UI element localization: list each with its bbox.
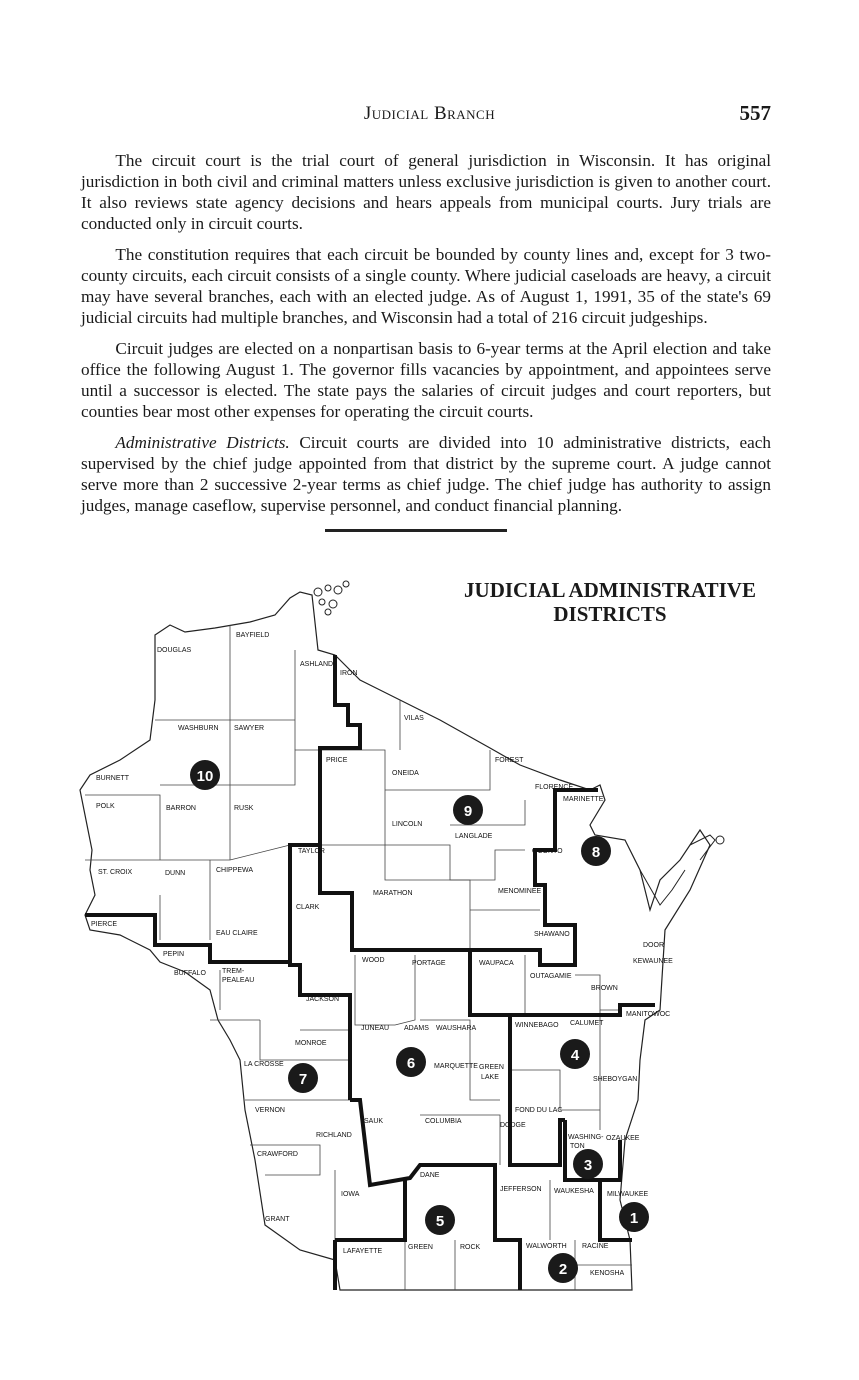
county-jefferson: JEFFERSON: [500, 1186, 542, 1193]
county-douglas: DOUGLAS: [157, 647, 192, 654]
county-barron: BARRON: [166, 805, 196, 812]
county-grant: GRANT: [265, 1216, 290, 1223]
map-title-line-1: JUDICIAL ADMINISTRATIVE: [464, 578, 756, 602]
county-taylor: TAYLOR: [298, 848, 325, 855]
district-marker-1: [619, 1202, 649, 1232]
map-title-line-2: DISTRICTS: [553, 602, 667, 626]
district-marker-10: [190, 760, 220, 790]
county-washburn: WASHBURN: [178, 725, 219, 732]
county-green-lake-1: GREEN: [479, 1064, 504, 1071]
paragraph-3: Circuit judges are elected on a nonpartisan basis to 6-year terms at the April election and take office the following August 1. The governor fills vacancies by appointment, and appointees serve until a successor is elected. The state pays the salaries of circuit judges and court reporters, but counties bear most other expenses for operating the circuit courts.: [81, 339, 771, 421]
district-number-2: 2: [558, 1261, 568, 1278]
county-calumet: CALUMET: [570, 1020, 604, 1027]
county-adams: ADAMS: [404, 1025, 429, 1032]
county-waukesha: WAUKESHA: [554, 1188, 594, 1195]
county-kewaunee: KEWAUNEE: [633, 958, 673, 965]
district-marker-9: [453, 795, 483, 825]
district-marker-7: [288, 1063, 318, 1093]
district-marker-5: [425, 1205, 455, 1235]
county-rusk: RUSK: [234, 805, 254, 812]
county-lincoln: LINCOLN: [392, 821, 423, 828]
county-sauk: SAUK: [364, 1118, 384, 1125]
county-brown: BROWN: [591, 985, 618, 992]
district-marker-8: [581, 836, 611, 866]
county-trempealeau-1: TREM-: [222, 968, 245, 975]
county-portage: PORTAGE: [412, 960, 446, 967]
section-divider: [325, 529, 507, 532]
running-header-title: Judicial Branch: [363, 103, 496, 124]
county-clark: CLARK: [296, 904, 320, 911]
county-eau-claire: EAU CLAIRE: [216, 930, 258, 937]
county-jackson: JACKSON: [306, 996, 340, 1003]
county-fond-du-lac: FOND DU LAC: [515, 1107, 563, 1114]
county-dunn: DUNN: [165, 870, 186, 877]
county-burnett: BURNETT: [96, 775, 130, 782]
county-polk: POLK: [96, 803, 115, 810]
county-door: DOOR: [643, 942, 664, 949]
county-vernon: VERNON: [255, 1107, 285, 1114]
district-number-7: 7: [298, 1071, 308, 1088]
wisconsin-district-map: [0, 560, 859, 1320]
admin-districts-text: Circuit courts are divided into 10 administrative districts, each supervised by the chief judge appointed from that district by the supreme court. A judge cannot serve more than 2 successive 2-year terms as chief judge. The chief judge has authority to assign judges, manage caseflow, supervise personnel, and conduct financial planning.: [81, 433, 771, 515]
county-chippewa: CHIPPEWA: [216, 867, 254, 874]
county-winnebago: WINNEBAGO: [515, 1022, 559, 1029]
door-peninsula: [640, 835, 715, 905]
county-pierce: PIERCE: [91, 921, 118, 928]
county-oneida: ONEIDA: [392, 770, 419, 777]
county-columbia: COLUMBIA: [425, 1118, 462, 1125]
county-ashland: ASHLAND: [300, 661, 334, 668]
county-menominee: MENOMINEE: [498, 888, 542, 895]
county-lafayette: LAFAYETTE: [343, 1248, 383, 1255]
district-number-3: 3: [583, 1157, 593, 1174]
district-marker-2: [548, 1253, 578, 1283]
county-monroe: MONROE: [295, 1040, 327, 1047]
county-ozaukee: OZAUKEE: [606, 1135, 640, 1142]
county-sheboygan: SHEBOYGAN: [593, 1076, 638, 1083]
county-oconto: OCONTO: [532, 848, 563, 855]
county-trempealeau-2: PEALEAU: [222, 977, 255, 984]
county-green: GREEN: [408, 1244, 433, 1251]
county-iowa: IOWA: [341, 1191, 360, 1198]
district-number-9: 9: [463, 803, 473, 820]
county-bayfield: BAYFIELD: [236, 632, 270, 639]
district-number-6: 6: [406, 1055, 416, 1072]
district-number-10: 10: [196, 768, 214, 785]
county-walworth: WALWORTH: [526, 1243, 567, 1250]
county-iron: IRON: [340, 670, 358, 677]
district-number-1: 1: [629, 1210, 639, 1227]
county-kenosha: KENOSHA: [590, 1270, 625, 1277]
county-racine: RACINE: [582, 1243, 609, 1250]
county-sawyer: SAWYER: [234, 725, 265, 732]
apostle-islands: [314, 581, 724, 844]
body-text: [81, 150, 771, 526]
county-st-croix: ST. CROIX: [98, 869, 133, 876]
county-wood: WOOD: [362, 957, 385, 964]
county-outagamie: OUTAGAMIE: [530, 973, 572, 980]
county-vilas: VILAS: [404, 715, 424, 722]
county-price: PRICE: [326, 757, 348, 764]
county-dane: DANE: [420, 1172, 440, 1179]
county-washington-2: TON: [570, 1143, 585, 1150]
county-la-crosse: LA CROSSE: [244, 1061, 284, 1068]
paragraph-1: The circuit court is the trial court of general jurisdiction in Wisconsin. It has original jurisdiction in both civil and criminal matters unless exclusive jurisdiction is given to another court. It also reviews state agency decisions and hears appeals from municipal courts. Jury trials are conducted only in circuit courts.: [81, 151, 771, 233]
district-number-4: 4: [570, 1047, 580, 1064]
district-marker-6: [396, 1047, 426, 1077]
county-pepin: PEPIN: [163, 951, 185, 958]
district-number-5: 5: [435, 1213, 445, 1230]
county-dodge: DODGE: [500, 1122, 526, 1129]
county-florence: FLORENCE: [535, 784, 574, 791]
state-outline: [80, 592, 710, 1290]
county-forest: FOREST: [495, 757, 524, 764]
page-number: 557: [739, 101, 771, 125]
paragraph-2: The constitution requires that each circuit be bounded by county lines and, except for 3 two-county circuits, each circuit consists of a single county. Where judicial caseloads are heavy, a circuit may have several branches, each with an elected judge. As of August 1, 1991, 35 of the state's 69 judicial circuits had multiple branches, and Wisconsin had a total of 216 circuit judgeships.: [81, 245, 771, 327]
county-waushara: WAUSHARA: [436, 1025, 477, 1032]
county-marquette: MARQUETTE: [434, 1063, 478, 1070]
county-manitowoc: MANITOWOC: [626, 1011, 671, 1018]
county-green-lake-2: LAKE: [481, 1074, 499, 1081]
county-marinette: MARINETTE: [563, 796, 604, 803]
district-marker-4: [560, 1039, 590, 1069]
county-shawano: SHAWANO: [534, 931, 570, 938]
county-richland: RICHLAND: [316, 1132, 352, 1139]
county-marathon: MARATHON: [373, 890, 413, 897]
county-rock: ROCK: [460, 1244, 481, 1251]
county-crawford: CRAWFORD: [257, 1151, 298, 1158]
county-washington-1: WASHING-: [568, 1134, 604, 1141]
county-juneau: JUNEAU: [361, 1025, 390, 1032]
district-marker-3: [573, 1149, 603, 1179]
county-waupaca: WAUPACA: [479, 960, 514, 967]
district-number-8: 8: [591, 844, 601, 861]
county-buffalo: BUFFALO: [174, 970, 206, 977]
admin-districts-lead: Administrative Districts.: [115, 433, 290, 452]
county-langlade: LANGLADE: [455, 833, 493, 840]
paragraph-4: [81, 432, 771, 516]
county-milwaukee: MILWAUKEE: [607, 1191, 649, 1198]
